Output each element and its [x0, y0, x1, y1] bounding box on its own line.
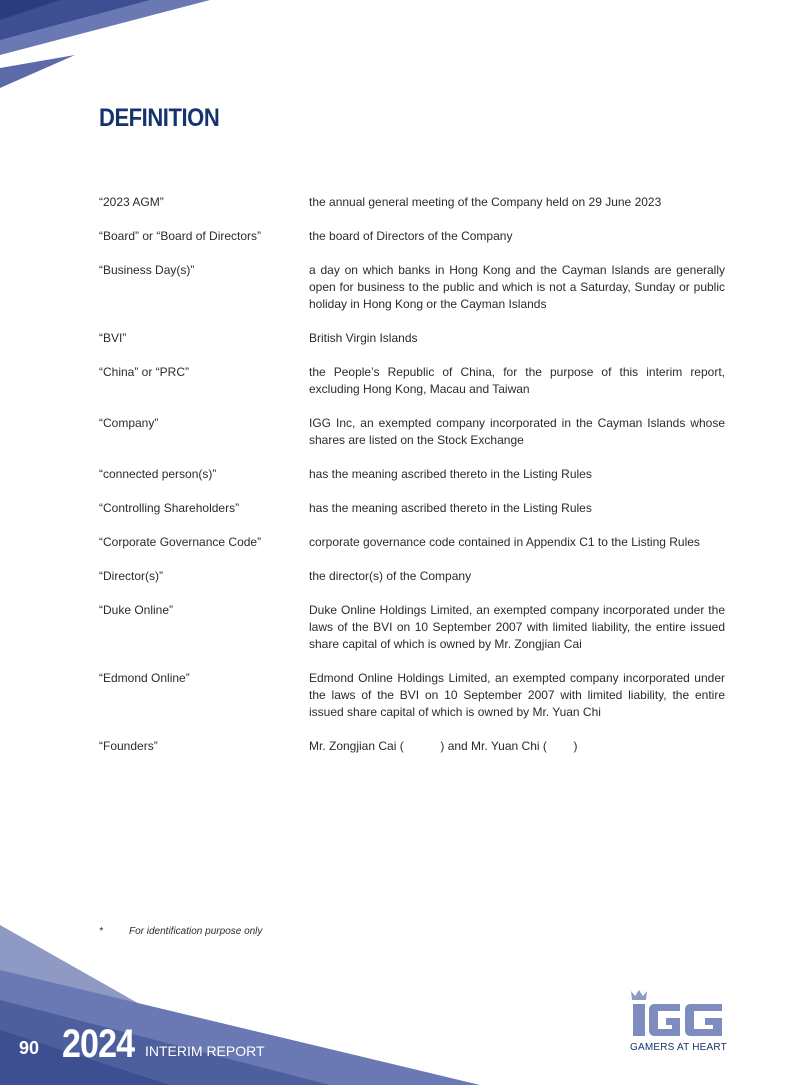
definition-meaning: corporate governance code contained in Appendix C1 to the Listing Rules	[309, 535, 700, 549]
definition-term: “BVI”	[99, 331, 127, 345]
definition-row	[99, 534, 725, 551]
page-title: DEFINITION	[99, 104, 220, 132]
definition-term: “China” or “PRC”	[99, 365, 190, 379]
definition-meaning: British Virgin Islands	[309, 331, 418, 345]
definition-meaning: Duke Online Holdings Limited, an exempted company incorporated under the laws of the BVI on 10 September 2007 with limited liability, the entire issued share capital of which is owned by Mr. Zongjian Cai	[309, 603, 725, 651]
igg-logo	[626, 988, 726, 1058]
definition-term: “Business Day(s)”	[99, 263, 195, 277]
page-number: 90	[19, 1038, 40, 1058]
definition-row	[99, 228, 725, 245]
definition-row	[99, 568, 725, 585]
definition-term: “Founders”	[99, 739, 158, 753]
report-label: INTERIM REPORT	[145, 1043, 265, 1059]
definition-row	[99, 500, 725, 517]
definition-term: “Edmond Online”	[99, 671, 190, 685]
definition-row	[99, 466, 725, 483]
definition-term: “Director(s)”	[99, 569, 163, 583]
definition-row	[99, 364, 725, 398]
top-corner-decoration	[0, 0, 240, 100]
logo-tagline: GAMERS AT HEART	[630, 1042, 727, 1053]
definition-row	[99, 738, 725, 755]
definition-row	[99, 415, 725, 449]
definition-meaning: Mr. Zongjian Cai ( ) and Mr. Yuan Chi ( )	[309, 739, 578, 753]
definition-meaning: the People’s Republic of China, for the purpose of this interim report, excluding Hong Kong, Macau and Taiwan	[309, 365, 725, 396]
definition-meaning: the board of Directors of the Company	[309, 229, 513, 243]
footnote-text: For identification purpose only	[129, 926, 263, 937]
definition-term: “Board” or “Board of Directors”	[99, 229, 262, 243]
definition-term: “Corporate Governance Code”	[99, 535, 262, 549]
definition-list	[99, 194, 725, 772]
definition-term: “2023 AGM”	[99, 195, 164, 209]
definition-meaning: a day on which banks in Hong Kong and the Cayman Islands are generally open for business to the public and which is not a Saturday, Sunday or public holiday in Hong Kong or the Cayman Islands	[309, 263, 725, 311]
definition-term: “Duke Online”	[99, 603, 174, 617]
definition-row	[99, 330, 725, 347]
footnote-mark: *	[99, 926, 103, 937]
definition-row	[99, 670, 725, 721]
definition-meaning: IGG Inc, an exempted company incorporated in the Cayman Islands whose shares are listed on the Stock Exchange	[309, 416, 725, 447]
definition-meaning: Edmond Online Holdings Limited, an exempted company incorporated under the laws of the BVI on 10 September 2007 with limited liability, the entire issued share capital of which is owned by Mr. Yuan Chi	[309, 671, 725, 719]
definition-row	[99, 602, 725, 653]
definition-meaning: the director(s) of the Company	[309, 569, 472, 583]
definition-term: “Controlling Shareholders”	[99, 501, 240, 515]
report-year: 2024	[62, 1022, 135, 1066]
definition-row	[99, 194, 725, 211]
igg-logo-mark	[628, 988, 724, 1038]
definition-meaning: has the meaning ascribed thereto in the Listing Rules	[309, 467, 592, 481]
definition-row	[99, 262, 725, 313]
definition-meaning: the annual general meeting of the Company held on 29 June 2023	[309, 195, 662, 209]
definition-term: “Company”	[99, 416, 159, 430]
definition-term: “connected person(s)”	[99, 467, 217, 481]
definition-meaning: has the meaning ascribed thereto in the Listing Rules	[309, 501, 592, 515]
